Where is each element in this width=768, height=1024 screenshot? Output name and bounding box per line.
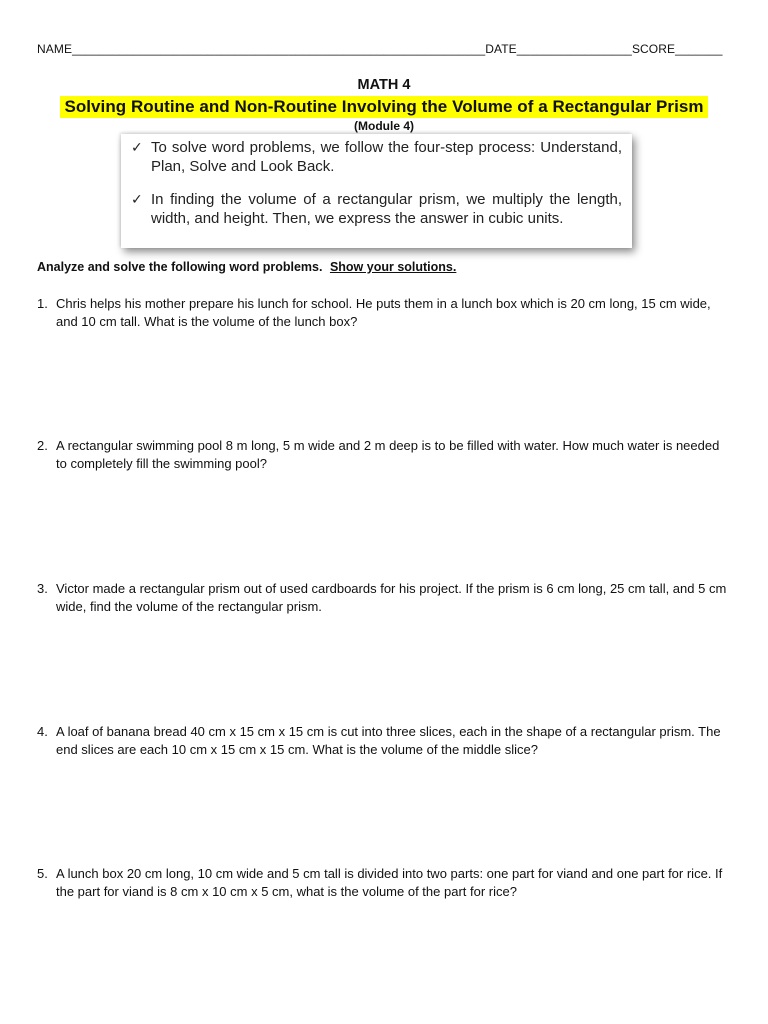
problem-item [37,865,733,901]
problem-item [37,295,733,331]
problem-text: Chris helps his mother prepare his lunch for school. He puts them in a lunch box which is 20 cm long, 15 cm wide, and 10 cm tall. What is the volume of the lunch box? [56,296,711,329]
tip-item [131,190,622,228]
page-title: MATH 4 [357,77,411,93]
check-icon: ✓ [131,139,143,155]
subtitle-container [0,96,768,118]
problem-item [37,580,733,616]
problem-text: Victor made a rectangular prism out of used cardboards for his project. If the prism is 6 cm long, 25 cm tall, and 5 cm wide, find the volume of the rectangular prism. [56,581,727,614]
problem-item [37,437,733,473]
tip-item [131,138,622,176]
tip-text: To solve word problems, we follow the four-step process: Understand, Plan, Solve and Look Back. [151,139,622,175]
instruction-underlined: Show your solutions. [329,260,457,274]
header-fields-line: NAME_____________________________________________________________DATE_________________SCORE_______ [37,42,723,56]
lesson-subtitle: Solving Routine and Non-Routine Involving the Volume of a Rectangular Prism [60,96,707,118]
problem-number: 2. [37,438,48,453]
problem-number: 4. [37,724,48,739]
problem-number: 1. [37,296,48,311]
instruction-text: Analyze and solve the following word problems. [37,260,323,274]
tip-text: In finding the volume of a rectangular prism, we multiply the length, width, and height. Then, we express the answer in cubic units. [151,191,622,227]
problem-item [37,723,733,759]
check-icon: ✓ [131,191,143,207]
module-label: (Module 4) [354,119,414,133]
problem-text: A loaf of banana bread 40 cm x 15 cm x 15 cm is cut into three slices, each in the shape of a rectangular prism. The end slices are each 10 cm x 15 cm x 15 cm. What is the volume of the middle slice? [56,724,721,757]
problem-number: 3. [37,581,48,596]
tips-box [121,134,632,248]
instructions [37,260,456,274]
problem-number: 5. [37,866,48,881]
problem-text: A rectangular swimming pool 8 m long, 5 m wide and 2 m deep is to be filled with water. How much water is needed to completely fill the swimming pool? [56,438,720,471]
problem-text: A lunch box 20 cm long, 10 cm wide and 5 cm tall is divided into two parts: one part for viand and one part for rice. If the part for viand is 8 cm x 10 cm x 5 cm, what is the volume of the part for rice? [56,866,723,899]
